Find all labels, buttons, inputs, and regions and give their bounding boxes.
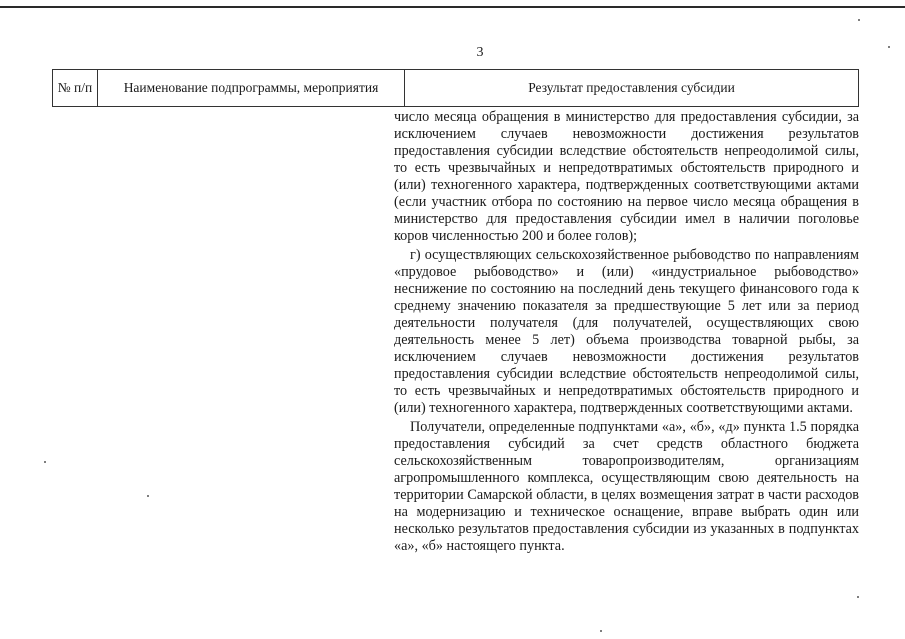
scan-speck: [857, 596, 859, 598]
scan-speck: [147, 495, 149, 497]
header-cell-number: № п/п: [53, 70, 98, 107]
header-cell-subprogram-name: Наименование подпрограммы, мероприятия: [98, 70, 405, 107]
subsidy-result-text: [394, 109, 859, 555]
page-number: 3: [476, 45, 484, 60]
scan-top-border: [0, 6, 905, 8]
scan-speck: [888, 46, 890, 48]
table-header-row: [53, 70, 859, 107]
scan-speck: [600, 630, 602, 632]
paragraph-recipients: Получатели, определенные подпунктами «а», «б», «д» пункта 1.5 порядка предоставления субсидий за счет средств областного бюджета сельскохозяйственным товаропроизводителям, организациям агропромышленного комплекса, осуществляющим свою деятельность на территории Самарской области, в целях возмещения затрат в части расходов на модернизацию и техническое оснащение, вправе выбрать один или несколько результатов предоставления субсидии из указанных в подпунктах «а», «б» настоящего пункта.: [394, 419, 859, 554]
paragraph-item-g: г) осуществляющих сельскохозяйственное рыбоводство по направлениям «прудовое рыбоводство» и (или) «индустриальное рыбоводство» неснижение по состоянию на последний день текущего финансового года к среднему значению показателя за предшествующие 5 лет или за период деятельности получателя (для получателей, осуществляющих свою деятельность менее 5 лет) объема производства товарной рыбы, за исключением случаев невозможности достижения результатов предоставления субсидии вследствие обстоятельств непреодолимой силы, то есть чрезвычайных и непредотвратимых обстоятельств природного и (или) техногенного характера, подтвержденных соответствующими актами.: [394, 247, 859, 416]
scan-speck: [44, 461, 46, 463]
paragraph-continuation: число месяца обращения в министерство для предоставления субсидии, за исключением случаев невозможности достижения результатов предоставления субсидии вследствие обстоятельств непреодолимой силы, то есть чрезвычайных и непредотвратимых обстоятельств природного и (или) техногенного характера, подтвержденных соответствующими актами (если участник отбора по состоянию на первое число месяца обращения в министерство для предоставления субсидии имел в наличии поголовье коров численностью 200 и более голов);: [394, 109, 859, 244]
header-cell-subsidy-result: Результат предоставления субсидии: [405, 70, 859, 107]
scan-speck: [858, 19, 860, 21]
table-header: [52, 69, 859, 107]
